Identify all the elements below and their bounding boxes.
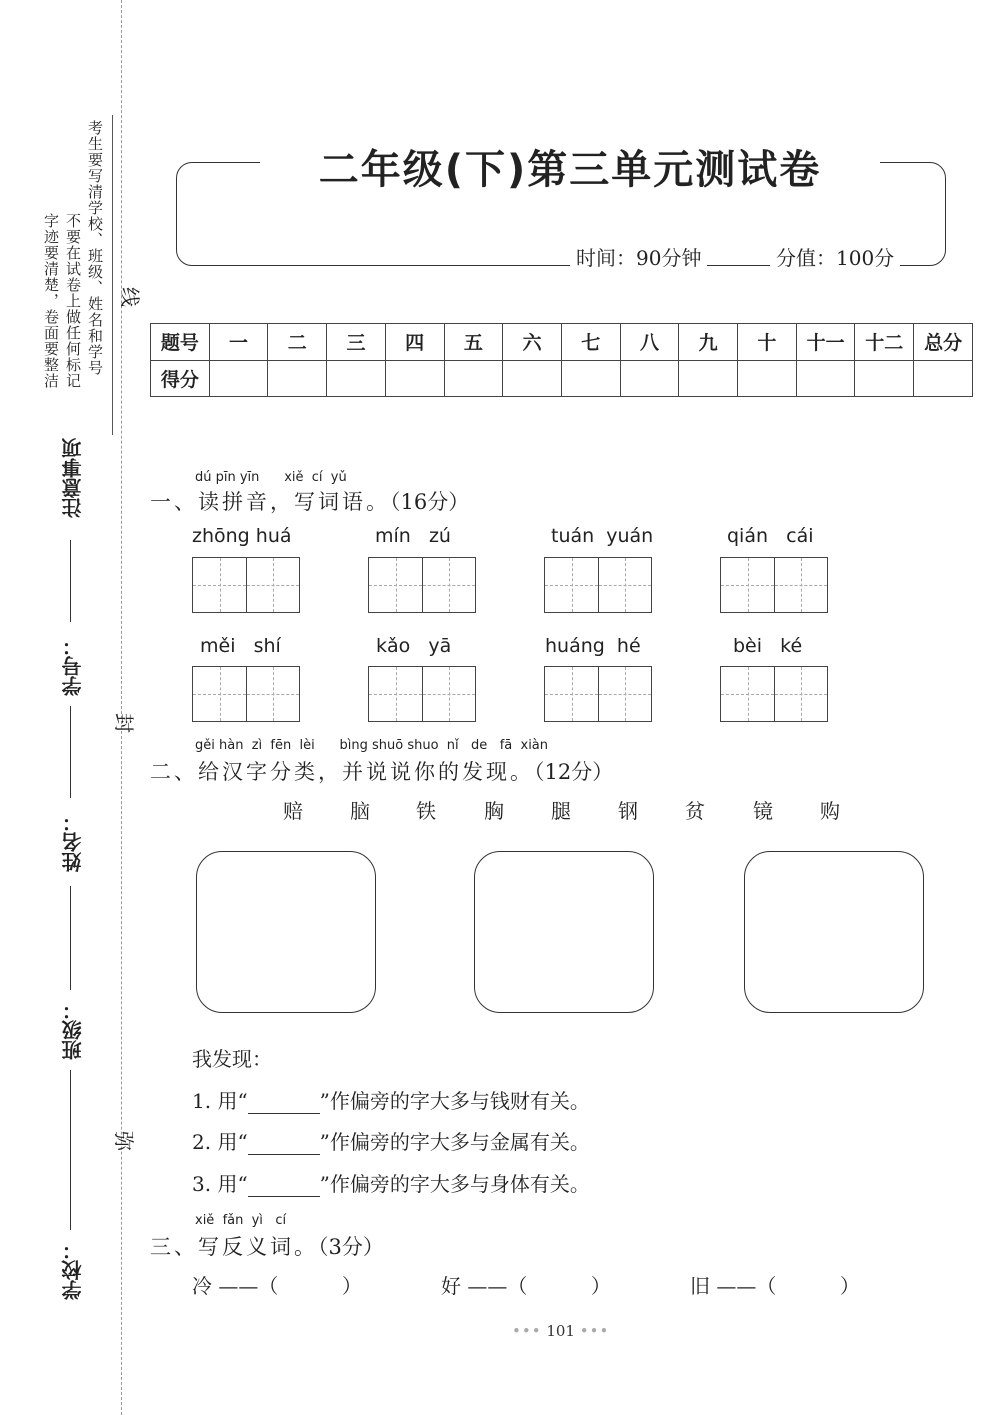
word-pinyin-4: qián cái [727,525,814,547]
section1-heading [150,486,469,516]
writing-grid[interactable] [544,557,652,613]
col-5: 五 [444,324,503,361]
score-cell[interactable] [738,360,797,397]
col-3: 三 [327,324,386,361]
section2-points: （12分） [534,760,614,784]
discover-item-3 [192,1168,590,1197]
note-2: 不要在试卷上做任何标记 [64,213,82,389]
section3-pinyin: xiě fǎn yì cí [195,1213,287,1228]
col-6: 六 [503,324,562,361]
section3-points: （3分） [318,1235,384,1259]
row-label-question: 题号 [151,324,210,361]
writing-grid[interactable] [368,666,476,722]
score-cell[interactable] [327,360,386,397]
time-limit: 时间：90分钟 [570,242,707,271]
score-table-score-row [151,360,973,397]
category-box-3[interactable] [744,851,924,1013]
col-8: 八 [620,324,679,361]
page-number-value: 101 [546,1322,575,1340]
char-item: 脑 [350,799,370,823]
section2-heading [150,756,613,786]
section1-points: （16分） [390,490,470,514]
page-dots-icon: ••• [512,1322,542,1340]
section2-pinyin: gěi hàn zì fēn lèi bìng shuō shuo nǐ de fā xiàn [195,738,549,753]
score-cell[interactable] [503,360,562,397]
section1-title: 一、读拼音，写词语。 [150,490,390,514]
char-item: 赔 [283,799,303,823]
cut-mark-line: 线 [120,283,141,308]
col-1: 一 [209,324,268,361]
total-score: 分值：100分 [770,242,900,271]
col-4: 四 [385,324,444,361]
writing-grid[interactable] [192,557,300,613]
answer-blank[interactable] [248,1095,320,1114]
char-item: 铁 [416,799,436,823]
discover-item-suffix: ”作偏旁的字大多与钱财有关。 [319,1089,590,1113]
student-id-label: 学号： [61,636,85,696]
col-10: 十 [738,324,797,361]
page-title: 二年级(下)第三单元测试卷 [260,138,880,195]
discover-label: 我发现： [192,1047,272,1071]
answer-blank[interactable] [248,1178,320,1197]
antonym-pair-3[interactable]: 旧 ——（ ） [690,1274,860,1298]
char-item: 贫 [685,799,705,823]
class-label: 班级： [61,1000,85,1060]
score-cell[interactable] [385,360,444,397]
cut-mark-mi: 弥 [114,1127,135,1152]
section1-pinyin: dú pīn yīn xiě cí yǔ [195,470,347,485]
word-pinyin-8: bèi ké [733,635,803,657]
writing-grid[interactable] [720,666,828,722]
char-item: 钢 [618,799,638,823]
char-item: 购 [820,799,840,823]
cut-mark-seal: 封 [114,709,135,734]
word-pinyin-6: kǎo yā [376,635,452,657]
writing-grid[interactable] [544,666,652,722]
word-pinyin-1: zhōng huá [192,525,292,547]
answer-blank[interactable] [248,1136,320,1155]
score-table [150,323,973,397]
antonym-pair-1[interactable]: 冷 ——（ ） [192,1274,362,1298]
discover-item-prefix: 2. 用“ [192,1130,248,1154]
char-item: 镜 [753,799,773,823]
page-dots-icon: ••• [579,1322,610,1340]
student-id-line[interactable] [70,706,71,798]
word-pinyin-7: huáng hé [545,635,641,657]
discover-item-2 [192,1126,590,1155]
discover-item-suffix: ”作偏旁的字大多与身体有关。 [319,1172,590,1196]
score-cell-total[interactable] [914,360,973,397]
class-line[interactable] [70,1070,71,1230]
word-pinyin-3: tuán yuán [551,525,654,547]
notes-heading: 注意事项 [61,438,85,518]
char-item: 胸 [484,799,504,823]
score-cell[interactable] [855,360,914,397]
section3-title: 三、写反义词。 [150,1235,318,1259]
col-12: 十二 [855,324,914,361]
col-2: 二 [268,324,327,361]
name-line[interactable] [70,886,71,990]
row-label-score: 得分 [151,360,210,397]
antonym-pair-2[interactable]: 好 ——（ ） [441,1274,611,1298]
note-1: 考生要写清学校、班级、姓名和学号 [86,120,104,376]
score-cell[interactable] [796,360,855,397]
section3-heading [150,1231,384,1261]
field-line [70,540,71,622]
note-3: 字迹要清楚，卷面要整洁 [42,213,60,389]
discover-item-suffix: ”作偏旁的字大多与金属有关。 [319,1130,590,1154]
word-pinyin-2: mín zú [375,525,451,547]
score-table-header-row [151,324,973,361]
score-cell[interactable] [620,360,679,397]
score-cell[interactable] [561,360,620,397]
writing-grid[interactable] [720,557,828,613]
col-9: 九 [679,324,738,361]
discover-item-prefix: 3. 用“ [192,1172,248,1196]
score-cell[interactable] [679,360,738,397]
writing-grid[interactable] [368,557,476,613]
score-cell[interactable] [444,360,503,397]
category-box-1[interactable] [196,851,376,1013]
col-total: 总分 [914,324,973,361]
score-cell[interactable] [268,360,327,397]
col-11: 十一 [796,324,855,361]
school-label: 学校： [61,1240,85,1300]
category-box-2[interactable] [474,851,654,1013]
writing-grid[interactable] [192,666,300,722]
word-pinyin-5: měi shí [200,635,281,657]
score-cell[interactable] [209,360,268,397]
discover-item-1 [192,1085,590,1114]
char-item: 腿 [551,799,571,823]
page-number [512,1322,609,1340]
discover-item-prefix: 1. 用“ [192,1089,248,1113]
col-7: 七 [561,324,620,361]
name-label: 姓名： [61,812,85,872]
section2-title: 二、给汉字分类，并说说你的发现。 [150,760,534,784]
